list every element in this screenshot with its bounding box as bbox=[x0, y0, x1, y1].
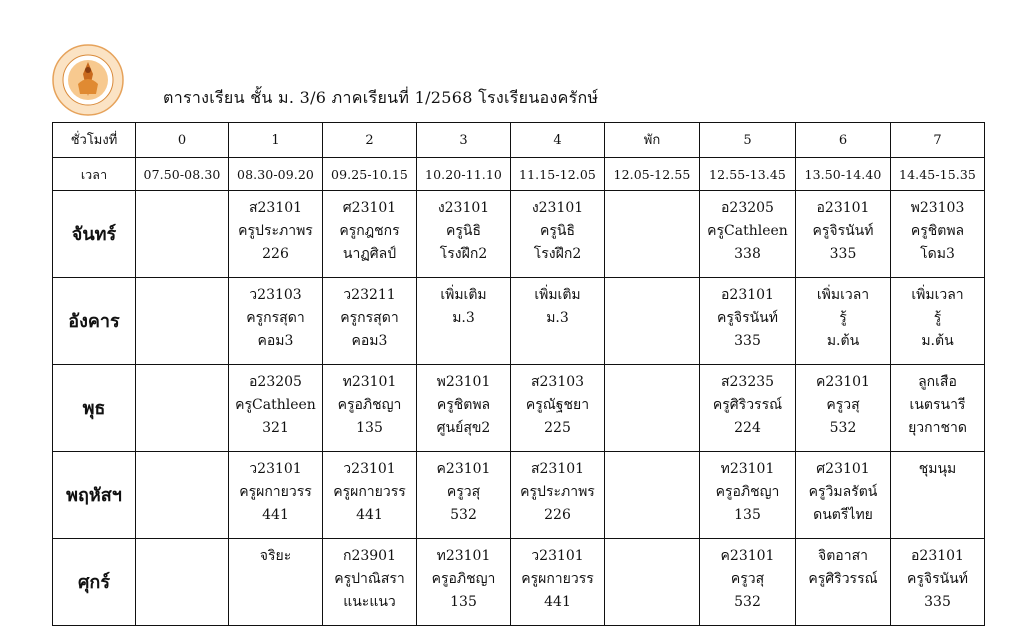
day-name: ศุกร์ bbox=[53, 539, 136, 626]
timetable-cell bbox=[700, 191, 796, 278]
cell-line: 225 bbox=[544, 420, 571, 436]
page-title: ตารางเรียน ชั้น ม. 3/6 ภาคเรียนที่ 1/2568 โรงเรียนองครักษ์ bbox=[163, 88, 599, 107]
timetable-cell bbox=[796, 539, 891, 626]
timetable-cell bbox=[229, 539, 323, 626]
period-number: 4 bbox=[511, 123, 605, 158]
cell-line: ม.ต้น bbox=[826, 333, 860, 349]
cell-line: ครูผกายวรร bbox=[333, 484, 406, 500]
cell-line: ม.3 bbox=[546, 310, 569, 326]
timetable-cell bbox=[323, 278, 417, 365]
cell-line: ท23101 bbox=[436, 548, 491, 564]
cell-line: 338 bbox=[734, 246, 761, 262]
time-slot: 08.30-09.20 bbox=[229, 158, 323, 191]
timetable-cell bbox=[605, 191, 700, 278]
day-row bbox=[53, 278, 985, 365]
cell-line: ครูศิริวรรณ์ bbox=[808, 571, 878, 587]
cell-line: ครูจิรนันท์ bbox=[907, 571, 968, 587]
timetable-cell bbox=[136, 365, 229, 452]
period-number: 6 bbox=[796, 123, 891, 158]
timetable-cell bbox=[796, 278, 891, 365]
timetable-cell bbox=[511, 191, 605, 278]
timetable-cell bbox=[891, 539, 985, 626]
timetable-cell bbox=[796, 452, 891, 539]
time-slot: 09.25-10.15 bbox=[323, 158, 417, 191]
cell-line: 441 bbox=[356, 507, 383, 523]
timetable-cell bbox=[605, 365, 700, 452]
cell-line: ครูณัฐชยา bbox=[525, 397, 590, 413]
cell-line: พ23101 bbox=[436, 374, 491, 390]
period-number: 0 bbox=[136, 123, 229, 158]
cell-line: รู้ bbox=[839, 310, 847, 326]
day-row bbox=[53, 452, 985, 539]
cell-line: ยุวกาชาด bbox=[908, 420, 967, 436]
cell-line: ครูกฎชกร bbox=[339, 223, 400, 239]
cell-line: 335 bbox=[829, 246, 857, 262]
cell-line: ศูนย์สุข2 bbox=[436, 420, 491, 436]
cell-line: 224 bbox=[734, 420, 761, 436]
cell-line: เพิ่มเติม bbox=[534, 287, 581, 303]
timetable-cell bbox=[417, 539, 511, 626]
time-slot: 13.50-14.40 bbox=[796, 158, 891, 191]
timetable-cell bbox=[511, 452, 605, 539]
cell-line: ครูนิธิ bbox=[446, 223, 481, 239]
time-slot: 10.20-11.10 bbox=[417, 158, 511, 191]
cell-line: ครูนิธิ bbox=[540, 223, 575, 239]
cell-line: ครูประภาพร bbox=[520, 484, 595, 500]
period-header-row bbox=[53, 123, 985, 158]
cell-line: ครูศิริวรรณ์ bbox=[712, 397, 783, 413]
cell-line: ก23901 bbox=[342, 548, 396, 564]
day-name: อังคาร bbox=[53, 278, 136, 365]
day-row bbox=[53, 365, 985, 452]
timetable-cell bbox=[511, 539, 605, 626]
cell-line: ส23101 bbox=[248, 200, 303, 216]
cell-line: ม.3 bbox=[452, 310, 475, 326]
timetable-cell bbox=[605, 539, 700, 626]
cell-line: เนตรนารี bbox=[909, 397, 966, 413]
cell-line: เพิ่มเวลา bbox=[911, 287, 964, 303]
timetable-cell bbox=[511, 278, 605, 365]
cell-line: รู้ bbox=[933, 310, 942, 326]
timetable-cell bbox=[891, 365, 985, 452]
cell-line: ท23101 bbox=[342, 374, 397, 390]
timetable-cell bbox=[796, 365, 891, 452]
cell-line: ครูประภาพร bbox=[238, 223, 313, 239]
cell-line: ครูกรสุดา bbox=[246, 310, 305, 326]
cell-line: ดนตรีไทย bbox=[813, 507, 873, 523]
timetable-cell bbox=[136, 191, 229, 278]
timetable bbox=[52, 122, 985, 626]
period-number: 3 bbox=[417, 123, 511, 158]
cell-line: โรงฝึก2 bbox=[533, 246, 582, 262]
cell-line: ครูอภิชญา bbox=[337, 397, 402, 413]
cell-line: ส23235 bbox=[720, 374, 775, 390]
day-row bbox=[53, 539, 985, 626]
period-number: 1 bbox=[229, 123, 323, 158]
cell-line: เพิ่มเวลา bbox=[816, 287, 870, 303]
cell-line: ค23101 bbox=[436, 461, 491, 477]
cell-line: จริยะ bbox=[259, 548, 292, 564]
cell-line: ครูวิมลรัตน์ bbox=[808, 484, 878, 500]
cell-line: ว23101 bbox=[249, 461, 302, 477]
cell-line: อ23101 bbox=[816, 200, 870, 216]
cell-line: ว23211 bbox=[343, 287, 396, 303]
cell-line: ครูCathleen bbox=[235, 397, 316, 413]
cell-line: โดม3 bbox=[920, 246, 955, 262]
cell-line: ท23101 bbox=[720, 461, 775, 477]
school-seal-logo bbox=[52, 44, 124, 116]
cell-line: ครูจิรนันท์ bbox=[812, 223, 874, 239]
day-row bbox=[53, 191, 985, 278]
cell-line: ครูวสุ bbox=[730, 571, 765, 587]
cell-line: ค23101 bbox=[720, 548, 775, 564]
cell-line: ง23101 bbox=[531, 200, 584, 216]
timetable-cell bbox=[700, 452, 796, 539]
time-slot: 12.05-12.55 bbox=[605, 158, 700, 191]
day-name: จันทร์ bbox=[53, 191, 136, 278]
timetable-cell bbox=[323, 365, 417, 452]
cell-line: 135 bbox=[356, 420, 383, 436]
timetable-cell bbox=[417, 191, 511, 278]
timetable-cell bbox=[891, 278, 985, 365]
timetable-cell bbox=[511, 365, 605, 452]
timetable-cell bbox=[323, 452, 417, 539]
timetable-cell bbox=[417, 452, 511, 539]
cell-line: โรงฝึก2 bbox=[439, 246, 488, 262]
timetable-cell bbox=[700, 539, 796, 626]
period-header-label: ชั่วโมงที่ bbox=[53, 123, 136, 158]
cell-line: 335 bbox=[734, 333, 761, 349]
timetable-cell bbox=[136, 278, 229, 365]
timetable-cell bbox=[700, 365, 796, 452]
time-row bbox=[53, 158, 985, 191]
timetable-cell bbox=[700, 278, 796, 365]
day-name: พฤหัสฯ bbox=[53, 452, 136, 539]
cell-line: 532 bbox=[734, 594, 761, 610]
cell-line: คอม3 bbox=[351, 333, 388, 349]
cell-line: ลูกเสือ bbox=[918, 374, 957, 390]
timetable-cell bbox=[229, 365, 323, 452]
cell-line: อ23101 bbox=[911, 548, 964, 564]
cell-line: จิตอาสา bbox=[818, 548, 868, 564]
cell-line: ครูปาณิสรา bbox=[334, 571, 405, 587]
timetable-cell bbox=[136, 539, 229, 626]
cell-line: ค23101 bbox=[816, 374, 870, 390]
cell-line: ครูชิตพล bbox=[910, 223, 965, 239]
time-slot: 07.50-08.30 bbox=[136, 158, 229, 191]
cell-line: 135 bbox=[450, 594, 477, 610]
cell-line: แนะแนว bbox=[343, 594, 396, 610]
cell-line: ครูจิรนันท์ bbox=[717, 310, 778, 326]
timetable-cell bbox=[796, 191, 891, 278]
cell-line: ครูอภิชญา bbox=[431, 571, 496, 587]
timetable-cell bbox=[229, 191, 323, 278]
period-number: พัก bbox=[605, 123, 700, 158]
cell-line: พ23103 bbox=[910, 200, 965, 216]
timetable-cell bbox=[136, 452, 229, 539]
cell-line: อ23205 bbox=[721, 200, 774, 216]
cell-line: ชุมนุม bbox=[918, 461, 957, 477]
cell-line: ม.ต้น bbox=[921, 333, 954, 349]
timetable-cell bbox=[417, 365, 511, 452]
timetable-cell bbox=[891, 452, 985, 539]
cell-line: ครูวสุ bbox=[446, 484, 481, 500]
timetable-cell bbox=[891, 191, 985, 278]
timetable-cell bbox=[323, 191, 417, 278]
period-number: 5 bbox=[700, 123, 796, 158]
cell-line: คอม3 bbox=[257, 333, 294, 349]
cell-line: ครูอภิชญา bbox=[715, 484, 780, 500]
cell-line: ครูCathleen bbox=[707, 223, 788, 239]
cell-line: ครูกรสุดา bbox=[340, 310, 399, 326]
timetable-cell bbox=[417, 278, 511, 365]
cell-line: 335 bbox=[924, 594, 951, 610]
cell-line: อ23101 bbox=[721, 287, 774, 303]
period-number: 2 bbox=[323, 123, 417, 158]
day-name: พุธ bbox=[53, 365, 136, 452]
timetable-cell bbox=[605, 278, 700, 365]
cell-line: ศ23101 bbox=[342, 200, 397, 216]
timetable-cell bbox=[605, 452, 700, 539]
cell-line: ว23101 bbox=[531, 548, 584, 564]
cell-line: 441 bbox=[262, 507, 289, 523]
time-label: เวลา bbox=[53, 158, 136, 191]
cell-line: ครูผกายวรร bbox=[521, 571, 594, 587]
cell-line: 441 bbox=[544, 594, 571, 610]
timetable-cell bbox=[229, 452, 323, 539]
cell-line: ศ23101 bbox=[816, 461, 870, 477]
cell-line: 226 bbox=[544, 507, 571, 523]
cell-line: 321 bbox=[262, 420, 289, 436]
cell-line: 226 bbox=[262, 246, 289, 262]
cell-line: ส23103 bbox=[530, 374, 585, 390]
cell-line: อ23205 bbox=[249, 374, 302, 390]
cell-line: 532 bbox=[450, 507, 477, 523]
time-slot: 12.55-13.45 bbox=[700, 158, 796, 191]
cell-line: ง23101 bbox=[437, 200, 490, 216]
cell-line: ครูวสุ bbox=[826, 397, 860, 413]
time-slot: 11.15-12.05 bbox=[511, 158, 605, 191]
cell-line: ว23101 bbox=[343, 461, 396, 477]
cell-line: 135 bbox=[734, 507, 761, 523]
cell-line: ว23103 bbox=[249, 287, 302, 303]
period-number: 7 bbox=[891, 123, 985, 158]
cell-line: ส23101 bbox=[530, 461, 585, 477]
cell-line: ครูชิตพล bbox=[436, 397, 491, 413]
cell-line: นาฏศิลป์ bbox=[342, 246, 397, 262]
cell-line: 532 bbox=[829, 420, 857, 436]
timetable-cell bbox=[323, 539, 417, 626]
timetable-cell bbox=[229, 278, 323, 365]
time-slot: 14.45-15.35 bbox=[891, 158, 985, 191]
cell-line: ครูผกายวรร bbox=[239, 484, 312, 500]
cell-line: เพิ่มเติม bbox=[440, 287, 487, 303]
